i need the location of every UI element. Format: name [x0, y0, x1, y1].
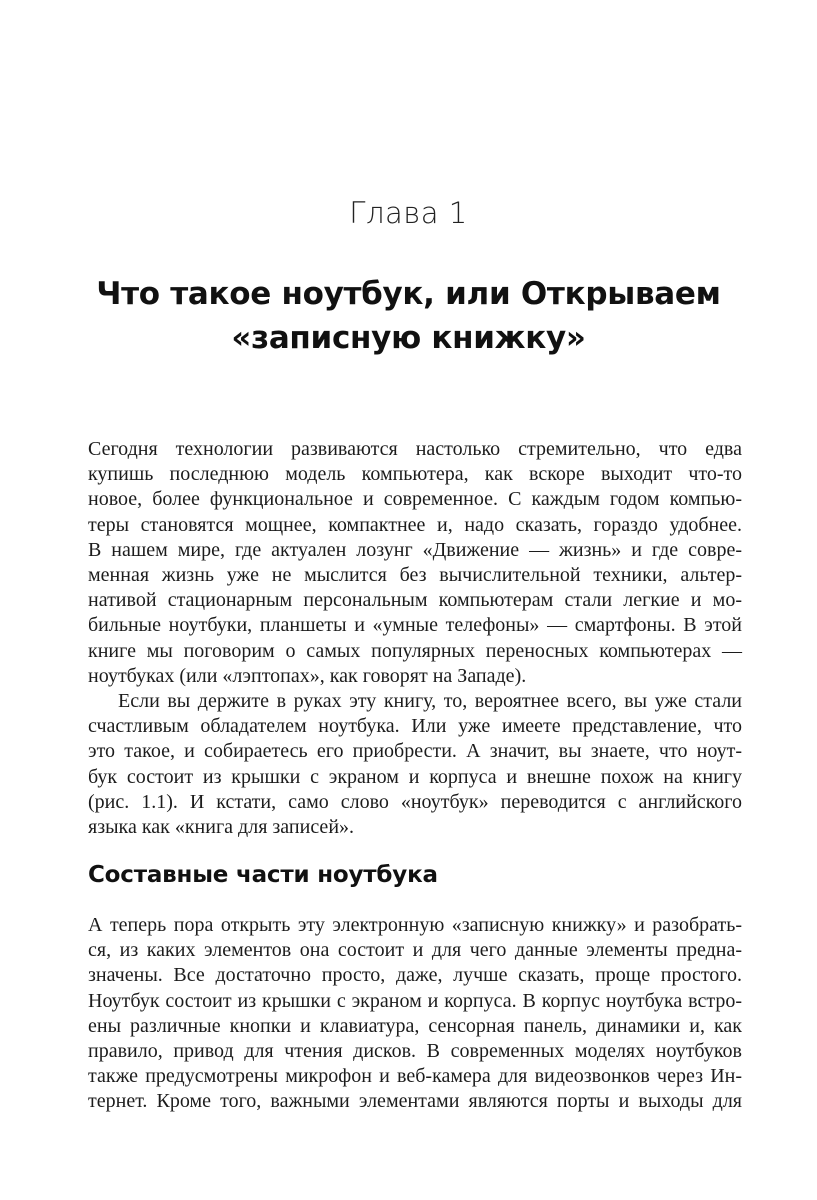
- text-line: купишь последнюю модель компьютера, как вскоре выходит что-то: [88, 463, 742, 486]
- text-line: это такое, и собираетесь его приобрести. А значит, вы знаете, что ноут-: [88, 740, 742, 763]
- text-line: бук состоит из крышки с экраном и корпуса и внешне похож на книгу: [88, 765, 742, 788]
- text-line: В нашем мире, где актуален лозунг «Движение — жизнь» и где совре-: [88, 538, 742, 561]
- paragraph-intro: [88, 437, 742, 689]
- text-line: правило, привод для чтения дисков. В современных моделях ноутбуков: [88, 1039, 742, 1062]
- text-line: тернет. Кроме того, важными элементами являются порты и выходы для: [88, 1090, 742, 1113]
- text-line: нативой стационарным персональным компьютерам стали легкие и мо-: [88, 589, 742, 612]
- text-line: Если вы держите в руках эту книгу, то, вероятнее всего, вы уже стали: [118, 690, 742, 712]
- text-line: теры становятся мощнее, компактнее и, надо сказать, гораздо удобнее.: [88, 513, 742, 536]
- section-heading: Составные части ноутбука: [88, 862, 438, 888]
- text-line: значены. Все достаточно просто, даже, лучше сказать, проще простого.: [88, 964, 742, 987]
- chapter-title-line: Что такое ноутбук, или Открываем: [96, 276, 721, 312]
- chapter-title-line: «записную книжку»: [231, 320, 586, 356]
- chapter-number: Глава 1: [349, 196, 468, 230]
- text-line: бильные ноутбуки, планшеты и «умные телефоны» — смартфоны. В этой: [88, 614, 742, 637]
- text-line: ся, из каких элементов она состоит и для чего данные элементы предна-: [88, 939, 742, 962]
- text-line: ены различные кнопки и клавиатура, сенсорная панель, динамики и, как: [88, 1014, 742, 1037]
- paragraph-section: [88, 913, 742, 1115]
- text-line: Сегодня технологии развиваются настолько стремительно, что едва: [88, 438, 742, 460]
- text-line: книге мы поговорим о самых популярных переносных компьютерах —: [88, 639, 742, 662]
- text-line: (рис. 1.1). И кстати, само слово «ноутбук» переводится с английского: [88, 790, 742, 813]
- text-line: новое, более функциональное и современное. С каждым годом компью-: [88, 488, 742, 511]
- text-line: Ноутбук состоит из крышки с экраном и корпуса. В корпус ноутбука встро-: [88, 989, 742, 1012]
- text-line: ноутбуках (или «лэптопах», как говорят на Западе).: [88, 664, 527, 687]
- paragraph-second: [88, 689, 742, 840]
- text-line: также предусмотрены микрофон и веб-камера для видеозвонков через Ин-: [88, 1065, 742, 1088]
- text-line: А теперь пора открыть эту электронную «записную книжку» и разобрать-: [88, 914, 742, 936]
- chapter-title: [60, 272, 757, 360]
- text-line: менная жизнь уже не мыслится без вычислительной техники, альтер-: [88, 563, 742, 586]
- text-line: языка как «книга для записей».: [88, 815, 355, 838]
- text-line: счастливым обладателем ноутбука. Или уже имеете представление, что: [88, 715, 742, 738]
